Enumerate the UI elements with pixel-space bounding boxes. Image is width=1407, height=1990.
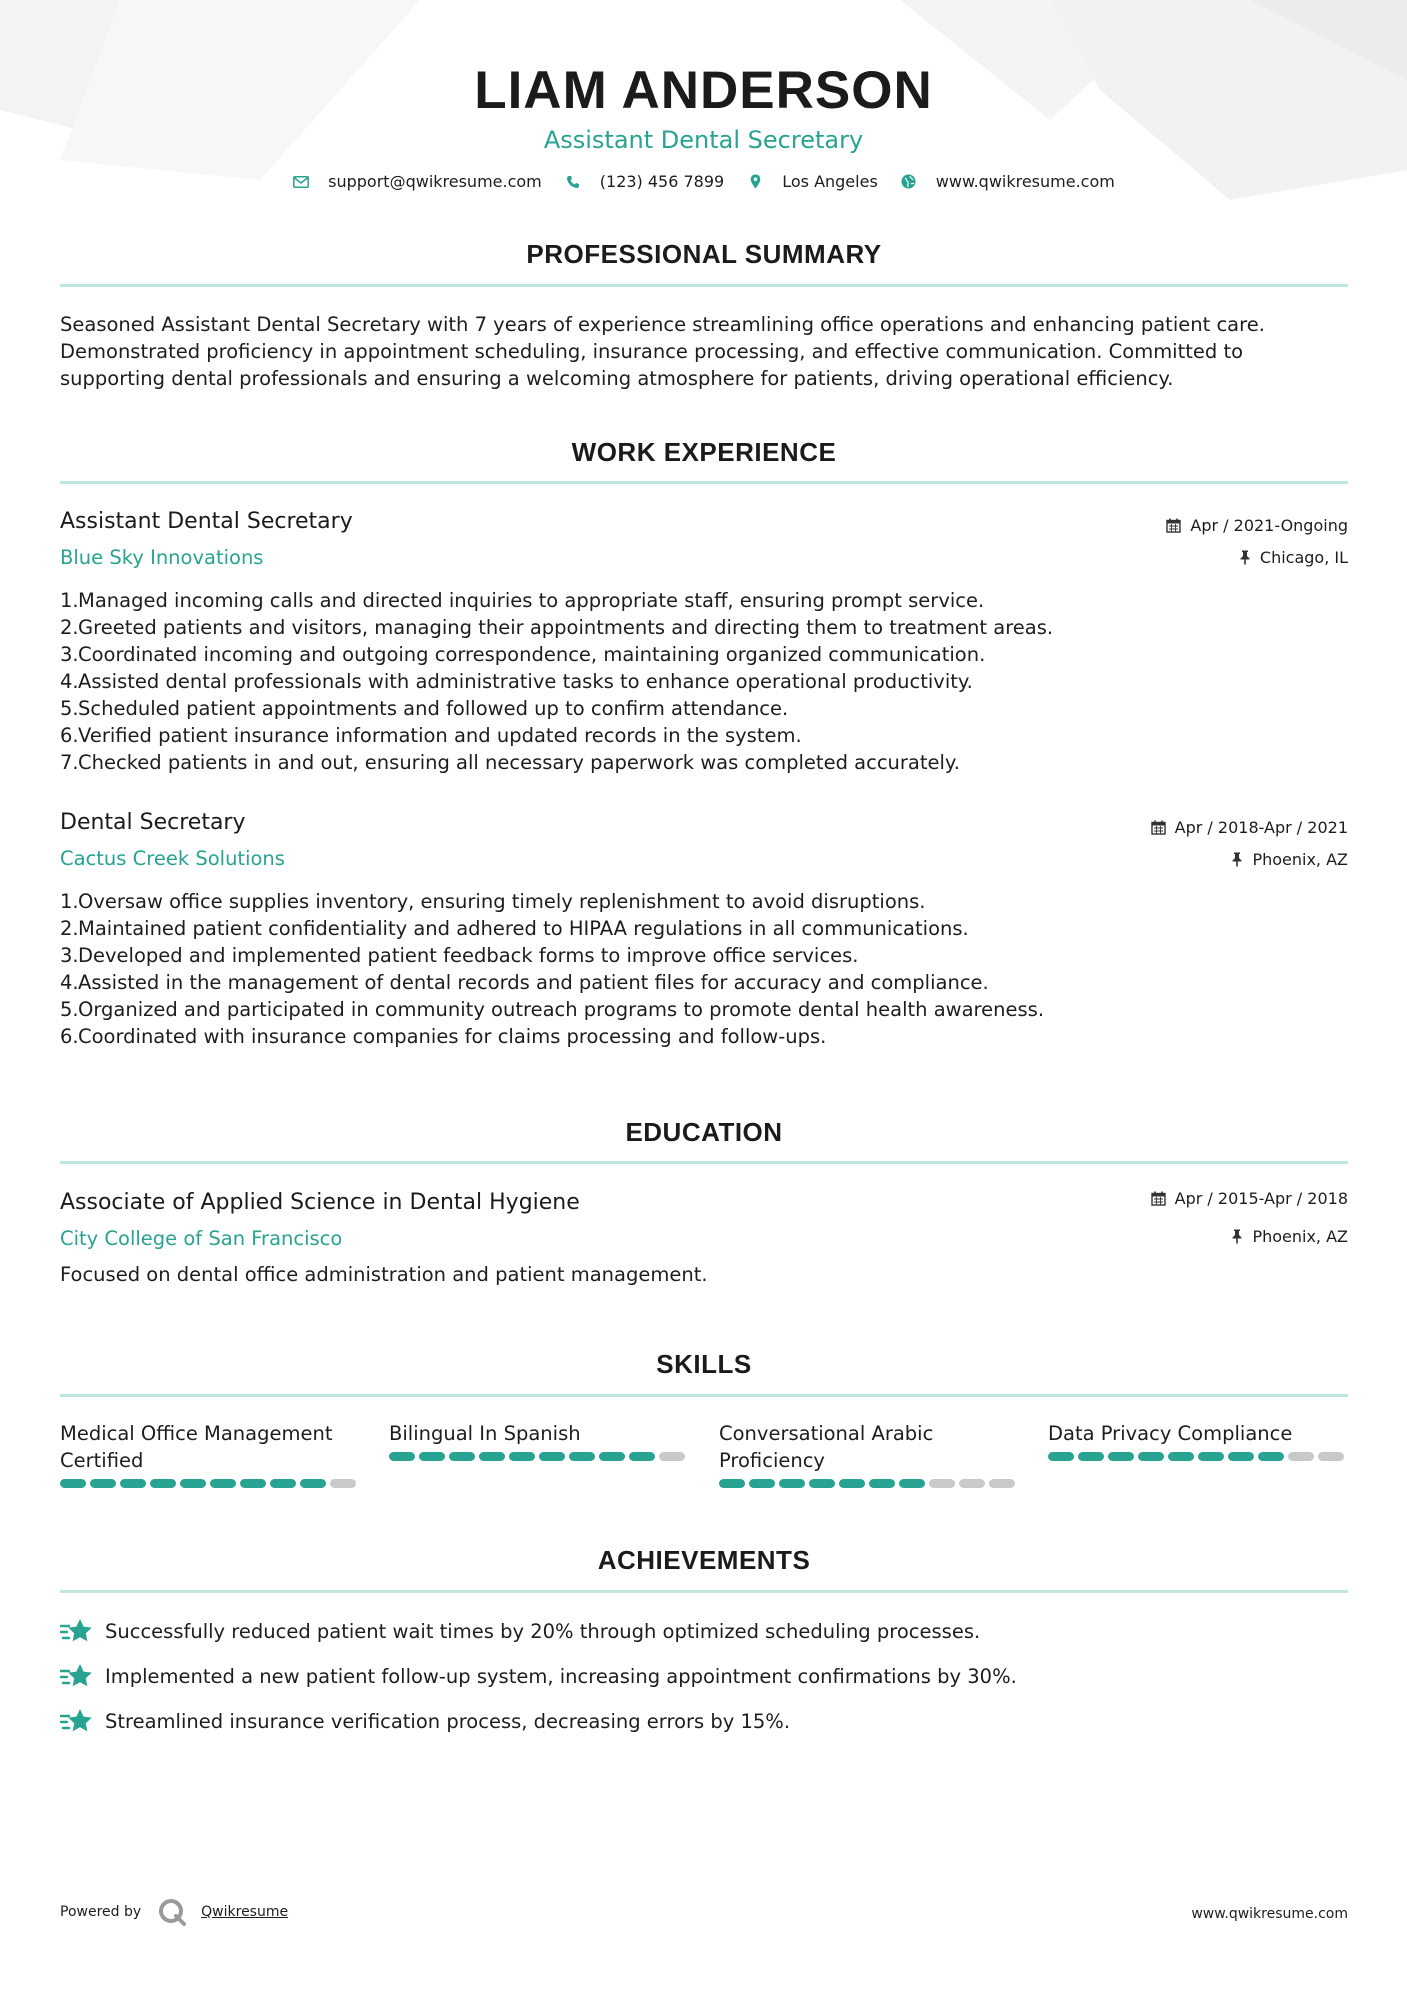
footer-website-link[interactable]: www.qwikresume.com xyxy=(1191,1906,1348,1922)
qwikresume-logo-icon xyxy=(157,1897,187,1927)
skill-level-segment xyxy=(959,1479,985,1488)
skill-level-segment xyxy=(899,1479,925,1488)
contact-location-text: Los Angeles xyxy=(782,172,878,191)
skill-name: Data Privacy Compliance xyxy=(1048,1422,1293,1445)
education-location-text: Phoenix, AZ xyxy=(1252,1227,1348,1246)
list-item: 4. Assisted dental professionals with administrative tasks to enhance operational productivity. xyxy=(60,670,973,693)
skills-divider xyxy=(60,1394,1348,1397)
powered-by-label: Powered by xyxy=(60,1904,142,1920)
list-item: 6. Coordinated with insurance companies for claims processing and follow-ups. xyxy=(60,1025,827,1048)
skill-level-segment xyxy=(419,1452,445,1461)
skill-level-segment xyxy=(479,1452,505,1461)
list-item: 2. Maintained patient confidentiality and adhered to HIPAA regulations in all communications. xyxy=(60,917,969,940)
calendar-icon xyxy=(1151,820,1166,835)
work-experience-divider xyxy=(60,481,1348,484)
skill-level-segment xyxy=(1138,1452,1164,1461)
skill-level-segment xyxy=(809,1479,835,1488)
skill-level-segment xyxy=(150,1479,176,1488)
summary-divider xyxy=(60,284,1348,287)
education-description: Focused on dental office administration and patient management. xyxy=(60,1263,708,1286)
job-location xyxy=(1231,850,1348,869)
skill-level-segment xyxy=(90,1479,116,1488)
contact-phone-text: (123) 456 7899 xyxy=(599,172,725,191)
job-dates-text: Apr / 2021-Ongoing xyxy=(1190,516,1348,535)
skill-item xyxy=(60,1420,360,1488)
skill-level-bar xyxy=(60,1479,360,1488)
contact-bar xyxy=(0,172,1407,191)
skill-level-segment xyxy=(599,1452,625,1461)
skill-level-segment xyxy=(1108,1452,1134,1461)
achievement-text: Implemented a new patient follow-up system, increasing appointment confirmations by 30%. xyxy=(105,1664,1017,1688)
skill-item xyxy=(719,1420,1019,1488)
company-name: Blue Sky Innovations xyxy=(60,546,264,569)
achievements-divider xyxy=(60,1590,1348,1593)
footer-powered-by xyxy=(60,1897,288,1927)
skill-level-segment xyxy=(330,1479,356,1488)
list-item: 6. Verified patient insurance information and updated records in the system. xyxy=(60,724,802,747)
skill-level-segment xyxy=(210,1479,236,1488)
skill-level-segment xyxy=(300,1479,326,1488)
list-item: 1. Managed incoming calls and directed inquiries to appropriate staff, ensuring prompt service. xyxy=(60,589,985,612)
achievement-text: Streamlined insurance verification process, decreasing errors by 15%. xyxy=(105,1709,791,1733)
summary-text: Seasoned Assistant Dental Secretary with 7 years of experience streamlining office operations and enhancing patient care. Demonstrated proficiency in appointment scheduling, insurance processing, and effective communication. Committed to supporting dental professionals and ensuring a welcoming atmosphere for patients, driving operational efficiency. xyxy=(60,313,1265,390)
skill-level-segment xyxy=(659,1452,685,1461)
contact-phone[interactable] xyxy=(564,172,724,191)
skill-level-segment xyxy=(989,1479,1015,1488)
education-divider xyxy=(60,1161,1348,1164)
list-item: 3. Coordinated incoming and outgoing correspondence, maintaining organized communication. xyxy=(60,643,986,666)
skill-level-bar xyxy=(719,1479,1019,1488)
list-item: 1. Oversaw office supplies inventory, ensuring timely replenishment to avoid disruptions. xyxy=(60,890,926,913)
skill-level-segment xyxy=(539,1452,565,1461)
qwikresume-link[interactable]: Qwikresume xyxy=(201,1904,289,1920)
job-location xyxy=(1239,548,1348,567)
skill-level-segment xyxy=(180,1479,206,1488)
skill-level-segment xyxy=(779,1479,805,1488)
skill-item xyxy=(1048,1420,1348,1461)
education-location xyxy=(1231,1227,1348,1246)
phone-icon xyxy=(564,173,582,191)
star-icon xyxy=(60,1707,94,1735)
calendar-icon xyxy=(1166,518,1181,533)
skill-level-segment xyxy=(449,1452,475,1461)
globe-icon xyxy=(900,173,918,191)
job-title: Assistant Dental Secretary xyxy=(60,509,353,534)
skill-level-segment xyxy=(270,1479,296,1488)
job-location-text: Phoenix, AZ xyxy=(1252,850,1348,869)
skill-level-segment xyxy=(120,1479,146,1488)
education-dates xyxy=(1151,1189,1348,1208)
school-name: City College of San Francisco xyxy=(60,1227,343,1250)
skill-level-segment xyxy=(569,1452,595,1461)
calendar-icon xyxy=(1151,1191,1166,1206)
location-pin-icon xyxy=(746,173,764,191)
envelope-icon xyxy=(292,173,310,191)
skill-name: Medical Office Management Certified xyxy=(60,1422,333,1472)
skill-level-segment xyxy=(629,1452,655,1461)
list-item: 4. Assisted in the management of dental records and patient files for accuracy and compliance. xyxy=(60,971,989,994)
skill-name: Conversational Arabic Proficiency xyxy=(719,1422,934,1472)
degree-title: Associate of Applied Science in Dental Hygiene xyxy=(60,1190,580,1215)
contact-location xyxy=(746,172,878,191)
skills-heading: SKILLS xyxy=(656,1349,752,1379)
list-item: 5. Organized and participated in community outreach programs to promote dental health awareness. xyxy=(60,998,1045,1021)
achievement-item xyxy=(60,1662,1017,1690)
education-heading: EDUCATION xyxy=(625,1117,783,1147)
achievements-heading: ACHIEVEMENTS xyxy=(597,1545,811,1575)
summary-heading: PROFESSIONAL SUMMARY xyxy=(526,239,882,269)
resume-header xyxy=(0,58,1407,156)
pushpin-icon xyxy=(1231,852,1243,867)
skill-level-segment xyxy=(749,1479,775,1488)
skill-level-bar xyxy=(1048,1452,1348,1461)
skill-level-segment xyxy=(869,1479,895,1488)
pushpin-icon xyxy=(1239,550,1251,565)
achievement-item xyxy=(60,1617,980,1645)
job-title: Dental Secretary xyxy=(60,810,246,835)
skill-level-segment xyxy=(839,1479,865,1488)
job-responsibilities-list xyxy=(60,587,1320,776)
pushpin-icon xyxy=(1231,1229,1243,1244)
candidate-role: Assistant Dental Secretary xyxy=(543,126,864,154)
achievement-text: Successfully reduced patient wait times by 20% through optimized scheduling processes. xyxy=(105,1619,981,1643)
skill-level-segment xyxy=(929,1479,955,1488)
skill-level-segment xyxy=(1198,1452,1224,1461)
skill-level-segment xyxy=(240,1479,266,1488)
list-item: 2. Greeted patients and visitors, managing their appointments and directing them to treatment areas. xyxy=(60,616,1054,639)
achievement-item xyxy=(60,1707,790,1735)
job-location-text: Chicago, IL xyxy=(1259,548,1348,567)
job-dates xyxy=(1151,818,1348,837)
contact-website[interactable] xyxy=(900,172,1115,191)
skill-level-segment xyxy=(1258,1452,1284,1461)
skill-level-segment xyxy=(389,1452,415,1461)
skill-name: Bilingual In Spanish xyxy=(389,1422,581,1445)
star-icon xyxy=(60,1617,94,1645)
skill-level-segment xyxy=(1318,1452,1344,1461)
star-icon xyxy=(60,1662,94,1690)
job-dates xyxy=(1166,516,1348,535)
contact-email[interactable] xyxy=(292,172,542,191)
skill-level-segment xyxy=(509,1452,535,1461)
skill-level-segment xyxy=(1288,1452,1314,1461)
skill-level-segment xyxy=(1078,1452,1104,1461)
company-name: Cactus Creek Solutions xyxy=(60,847,285,870)
work-experience-heading: WORK EXPERIENCE xyxy=(571,437,837,467)
contact-website-text: www.qwikresume.com xyxy=(935,172,1115,191)
candidate-name: LIAM ANDERSON xyxy=(474,61,933,120)
skill-item xyxy=(389,1420,689,1461)
list-item: 5. Scheduled patient appointments and followed up to confirm attendance. xyxy=(60,697,789,720)
skill-level-bar xyxy=(389,1452,689,1461)
skill-level-segment xyxy=(1048,1452,1074,1461)
skill-level-segment xyxy=(60,1479,86,1488)
education-dates-text: Apr / 2015-Apr / 2018 xyxy=(1174,1189,1348,1208)
job-responsibilities-list xyxy=(60,888,1320,1050)
list-item: 3. Developed and implemented patient feedback forms to improve office services. xyxy=(60,944,859,967)
skill-level-segment xyxy=(719,1479,745,1488)
skill-level-segment xyxy=(1168,1452,1194,1461)
skill-level-segment xyxy=(1228,1452,1254,1461)
list-item: 7. Checked patients in and out, ensuring all necessary paperwork was completed accurately. xyxy=(60,751,960,774)
contact-email-text: support@qwikresume.com xyxy=(328,172,542,191)
job-dates-text: Apr / 2018-Apr / 2021 xyxy=(1174,818,1348,837)
